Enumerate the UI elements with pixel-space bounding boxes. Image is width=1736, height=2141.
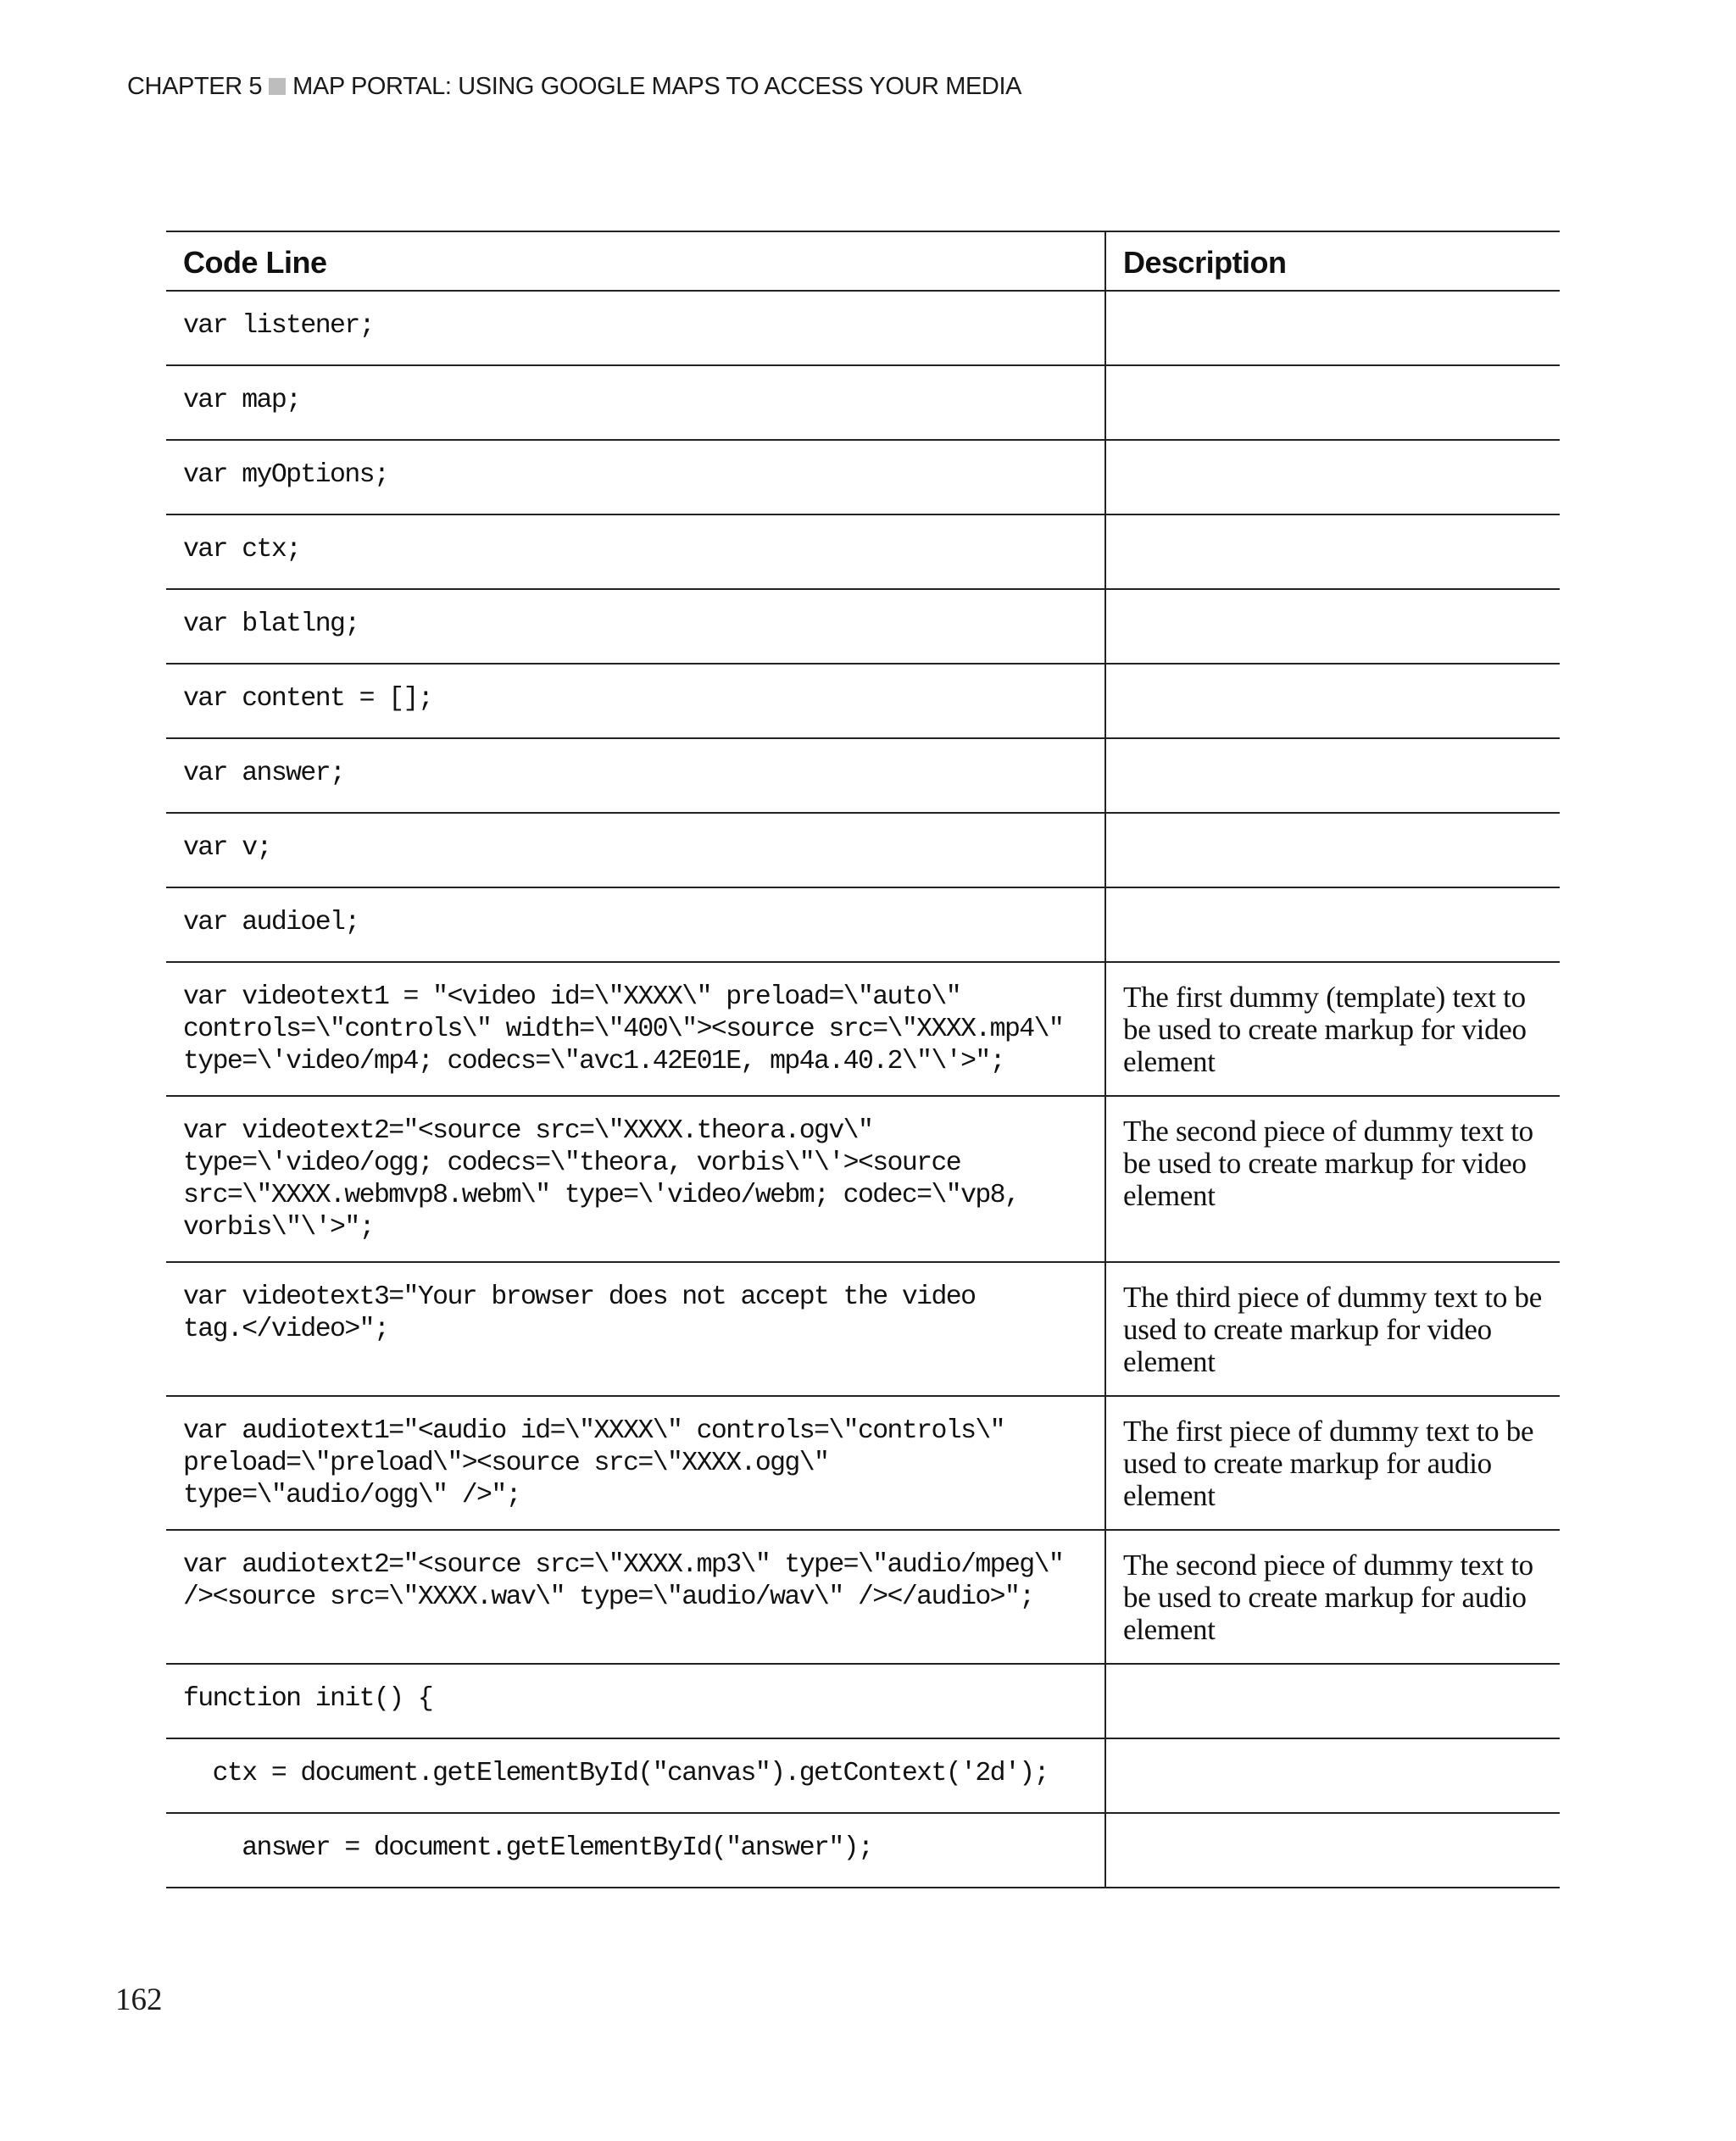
table-row [166,664,1560,738]
description-cell [1105,887,1560,962]
separator-square-icon [269,78,286,95]
table-row [166,1396,1560,1530]
column-header-code-line: Code Line [166,231,1105,291]
code-cell: var videotext3="Your browser does not accept the video tag.</video>"; [166,1262,1105,1396]
code-cell: answer = document.getElementById("answer"); [166,1813,1105,1888]
code-cell: function init() { [166,1664,1105,1738]
code-cell: var blatlng; [166,589,1105,664]
table-row [166,1262,1560,1396]
table-row [166,440,1560,514]
description-cell [1105,1738,1560,1813]
description-cell [1105,365,1560,440]
page-number: 162 [115,1983,163,2017]
table-row [166,738,1560,813]
table-row [166,1664,1560,1738]
table-row [166,1738,1560,1813]
code-cell: var listener; [166,291,1105,365]
description-cell: The third piece of dummy text to be used to create markup for video element [1105,1262,1560,1396]
description-cell [1105,664,1560,738]
table-row [166,962,1560,1096]
code-cell: var ctx; [166,514,1105,589]
description-cell [1105,738,1560,813]
table-row [166,1096,1560,1262]
code-cell: var videotext1 = "<video id=\"XXXX\" preload=\"auto\" controls=\"controls\" width=\"400\"><source src=\"XXXX.mp4\" type=\'video/mp4; codecs=\"avc1.42E01E, mp4a.40.2\"\'>"; [166,962,1105,1096]
description-cell [1105,440,1560,514]
code-cell: var audiotext2="<source src=\"XXXX.mp3\" type=\"audio/mpeg\" /><source src=\"XXXX.wav\" type=\"audio/wav\" /></audio>"; [166,1530,1105,1664]
table-row [166,589,1560,664]
code-cell: var myOptions; [166,440,1105,514]
code-cell: var audiotext1="<audio id=\"XXXX\" controls=\"controls\" preload=\"preload\"><source src=\"XXXX.ogg\" type=\"audio/ogg\" />"; [166,1396,1105,1530]
description-cell [1105,1813,1560,1888]
description-cell [1105,813,1560,887]
code-cell: var v; [166,813,1105,887]
code-cell: var audioel; [166,887,1105,962]
table-row [166,813,1560,887]
column-header-description: Description [1105,231,1560,291]
description-cell [1105,589,1560,664]
chapter-label: CHAPTER 5 [127,73,263,100]
table-row [166,887,1560,962]
code-description-table [166,231,1560,1888]
table-row [166,514,1560,589]
code-cell: var answer; [166,738,1105,813]
table-row [166,291,1560,365]
running-head [127,73,1021,101]
description-cell [1105,1664,1560,1738]
description-cell [1105,514,1560,589]
table-row [166,1530,1560,1664]
table-row [166,1813,1560,1888]
description-cell [1105,291,1560,365]
code-cell: var videotext2="<source src=\"XXXX.theora.ogv\" type=\'video/ogg; codecs=\"theora, vorbis\"\'><source src=\"XXXX.webmvp8.webm\" type=\'video/webm; codec=\"vp8, vorbis\"\'>"; [166,1096,1105,1262]
description-cell: The first piece of dummy text to be used to create markup for audio element [1105,1396,1560,1530]
chapter-title: MAP PORTAL: USING GOOGLE MAPS TO ACCESS YOUR MEDIA [292,73,1022,100]
description-cell: The second piece of dummy text to be used to create markup for video element [1105,1096,1560,1262]
description-cell: The second piece of dummy text to be used to create markup for audio element [1105,1530,1560,1664]
code-cell: var map; [166,365,1105,440]
table-row [166,365,1560,440]
code-cell: var content = []; [166,664,1105,738]
description-cell: The first dummy (template) text to be used to create markup for video element [1105,962,1560,1096]
table-header-row [166,231,1560,291]
code-cell: ctx = document.getElementById("canvas").getContext('2d'); [166,1738,1105,1813]
